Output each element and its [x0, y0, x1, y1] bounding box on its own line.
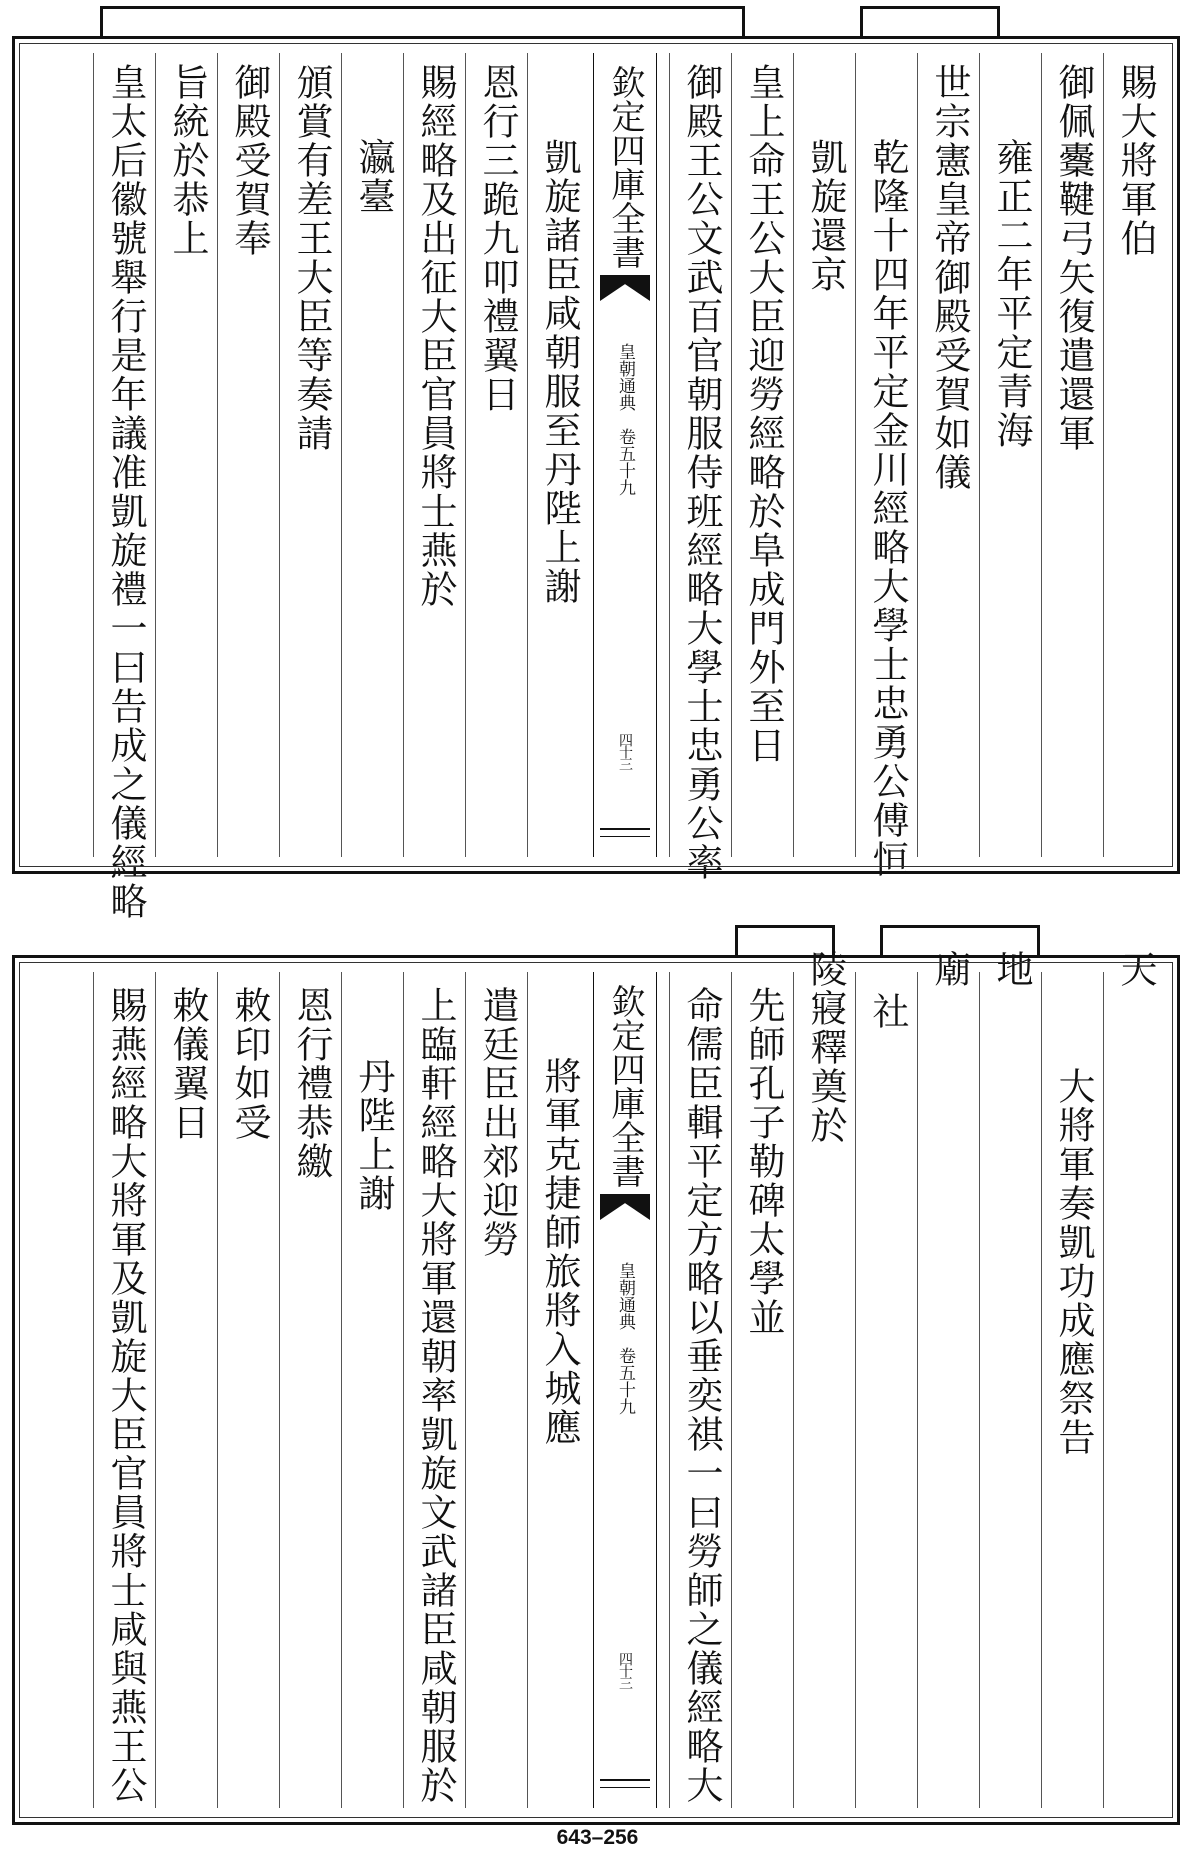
text-column: 敕印如受 — [228, 986, 271, 1142]
text-column: 乾隆十四年平定金川經略大學士忠勇公傅恒 — [866, 138, 909, 879]
bottom-col-r5 — [855, 972, 918, 1808]
top-col-r5 — [855, 53, 918, 879]
text-column: 凱旋諸臣咸朝服至丹陛上謝 — [538, 138, 581, 606]
fish-tail-mark — [600, 1194, 650, 1220]
book-title: 欽定四庫全書 — [605, 984, 645, 1188]
text-column: 廟 — [928, 950, 971, 989]
text-column: 遣廷臣出郊迎勞 — [476, 986, 519, 1259]
bottom-col-edge — [31, 972, 93, 1808]
top-col-l3 — [403, 53, 466, 857]
text-column: 御殿受賀奉 — [228, 63, 271, 258]
text-column: 賜大將軍伯 — [1114, 63, 1157, 258]
text-column: 御殿王公文武百官朝服侍班經略大學士忠勇公率 — [680, 63, 723, 882]
bottom-center-margin — [593, 972, 657, 1808]
top-col-edge — [31, 53, 93, 857]
bottom-col-r8 — [669, 972, 732, 1808]
bottom-col-r3 — [979, 950, 1042, 1808]
text-column: 將軍克捷師旅將入城應 — [538, 1057, 581, 1447]
text-column: 大將軍奏凱功成應祭告 — [1052, 1067, 1095, 1457]
bottom-col-r4 — [917, 950, 980, 1808]
top-col-r7 — [731, 53, 794, 857]
text-column: 世宗憲皇帝御殿受賀如儀 — [928, 63, 971, 492]
text-column: 地 — [990, 950, 1033, 989]
text-column: 上臨軒經略大將軍還朝率凱旋文武諸臣咸朝服於 — [414, 986, 457, 1805]
bottom-col-l5 — [279, 972, 342, 1808]
fish-tail-mark — [600, 275, 650, 301]
chapter-label: 皇朝通典 卷五十九 — [615, 1262, 635, 1415]
text-column: 命儒臣輯平定方略以垂奕祺一曰勞師之儀經略大 — [680, 986, 723, 1805]
bottom-col-l3 — [403, 972, 466, 1808]
text-column: 雍正二年平定青海 — [990, 138, 1033, 450]
bottom-col-r1 — [1103, 950, 1166, 1808]
bottom-col-l6 — [217, 972, 280, 1808]
text-column: 御佩櫜鞬弓矢復遣還軍 — [1052, 63, 1095, 453]
leaf-number: 四十三 — [617, 733, 633, 769]
text-column: 瀛臺 — [352, 138, 395, 216]
top-col-r3 — [979, 53, 1042, 857]
text-column: 皇上命王公大臣迎勞經略於阜成門外至日 — [742, 63, 785, 765]
bottom-page-frame — [12, 950, 1180, 1825]
bottom-col-r6 — [793, 950, 856, 1808]
text-column: 陵寢釋奠於 — [804, 950, 847, 1145]
top-tab-right — [860, 6, 1000, 40]
text-column: 賜燕經略大將軍及凱旋大臣官員將士咸與燕王公 — [104, 986, 147, 1805]
text-column: 丹陛上謝 — [352, 1057, 395, 1213]
top-col-l4 — [341, 53, 404, 857]
text-column: 恩行三跪九叩禮翼日 — [476, 63, 519, 414]
top-col-r1 — [1103, 53, 1166, 857]
top-col-r6 — [793, 53, 856, 857]
bottom-col-l2 — [465, 972, 528, 1808]
top-col-l7 — [155, 53, 218, 857]
bottom-col-l8 — [93, 972, 156, 1808]
top-tab-left — [100, 6, 745, 40]
text-column: 先師孔子勒碑太學並 — [742, 986, 785, 1337]
text-column: 敕儀翼日 — [166, 986, 209, 1142]
text-column: 皇太后徽號舉行是年議准凱旋禮一曰告成之儀經略 — [104, 63, 147, 921]
page-number: 643–256 — [556, 1826, 639, 1849]
top-col-l8 — [93, 53, 156, 921]
top-col-l1 — [527, 53, 590, 857]
top-col-l5 — [279, 53, 342, 857]
text-column: 賜經略及出征大臣官員將士燕於 — [414, 63, 457, 609]
text-column: 恩行禮恭繳 — [290, 986, 333, 1181]
leaf-number: 四十三 — [617, 1652, 633, 1688]
fish-tail-bottom — [600, 1779, 650, 1788]
top-col-r2 — [1041, 53, 1104, 857]
fish-tail-bottom — [600, 828, 650, 837]
top-col-r8 — [669, 53, 732, 882]
text-column: 頒賞有差王大臣等奏請 — [290, 63, 333, 453]
text-column: 社 — [866, 992, 909, 1031]
text-column: 旨統於恭上 — [166, 63, 209, 258]
bottom-col-l1 — [527, 972, 590, 1808]
top-page-frame — [12, 36, 1180, 921]
book-title: 欽定四庫全書 — [605, 65, 645, 269]
bottom-col-l7 — [155, 972, 218, 1808]
top-center-margin — [593, 53, 657, 857]
bottom-col-l4 — [341, 972, 404, 1808]
text-column: 凱旋還京 — [804, 138, 847, 294]
chapter-label: 皇朝通典 卷五十九 — [615, 343, 635, 496]
bottom-col-r7 — [731, 972, 794, 1808]
top-col-l2 — [465, 53, 528, 857]
bottom-col-r2 — [1041, 972, 1104, 1808]
top-col-r4 — [917, 53, 980, 857]
top-col-l6 — [217, 53, 280, 857]
text-column: 天 — [1114, 950, 1157, 989]
